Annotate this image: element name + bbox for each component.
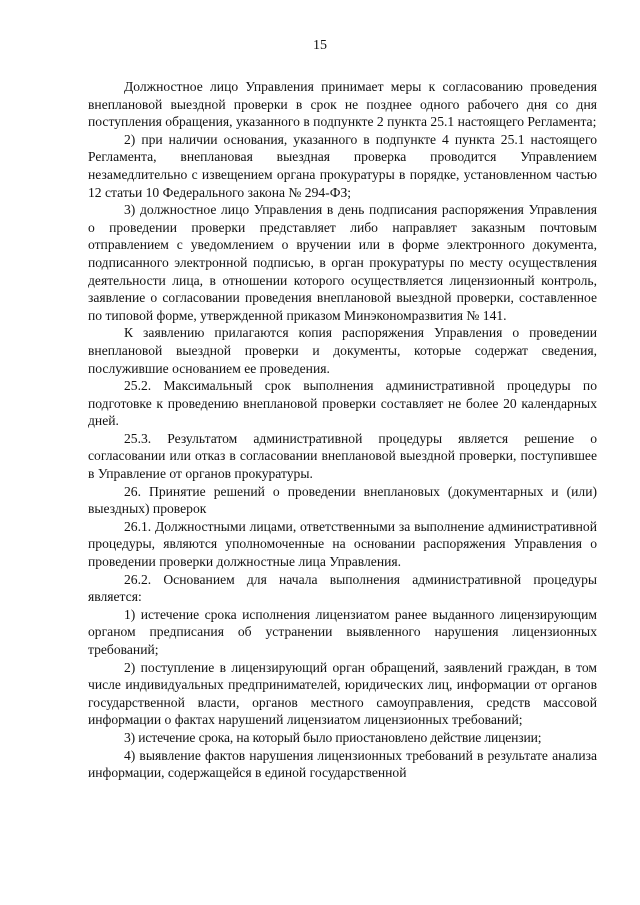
list-item: 2) поступление в лицензирующий орган обращений, заявлений граждан, в том числе индивидуальных предпринимателей, юридических лиц, информации от органов государственной власти, органов местного самоуправления, средств массовой информации о фактах нарушений лицензиатом лицензионных требований;	[88, 659, 597, 728]
page-number: 15	[313, 38, 327, 53]
paragraph: 2) при наличии основания, указанного в подпункте 4 пункта 25.1 настоящего Регламента, внеплановая выездная проверка проводится Управлением незамедлительно с извещением органа прокуратуры в порядке, установленном частью 12 статьи 10 Федерального закона № 294-ФЗ;	[88, 131, 597, 200]
paragraph: Должностное лицо Управления принимает меры к согласованию проведения внеплановой выездной проверки в срок не позднее одного рабочего дня со дня поступления обращения, указанного в подпункте 2 пункта 25.1 настоящего Регламента;	[88, 79, 597, 130]
section-heading: 26. Принятие решений о проведении внеплановых (документарных и (или) выездных) проверок	[88, 483, 597, 517]
paragraph: 25.2. Максимальный срок выполнения административной процедуры по подготовке к проведению внеплановой проверки составляет не более 20 календарных дней.	[88, 378, 597, 429]
list-item: 3) истечение срока, на который было приостановлено действие лицензии;	[124, 729, 542, 745]
document-body	[88, 78, 597, 782]
paragraph: 26.2. Основанием для начала выполнения административной процедуры является:	[88, 571, 597, 605]
list-item: 4) выявление фактов нарушения лицензионных требований в результате анализа информации, содержащейся в единой государственной	[88, 747, 597, 781]
paragraph: 25.3. Результатом административной процедуры является решение о согласовании или отказ в согласовании внеплановой выездной проверки, поступившее в Управление от органов прокуратуры.	[88, 430, 597, 482]
list-item: 1) истечение срока исполнения лицензиатом ранее выданного лицензирующим органом предписания об устранении выявленного нарушения лицензионных требований;	[88, 606, 597, 657]
paragraph: К заявлению прилагаются копия распоряжения Управления о проведении внеплановой выездной проверки и документы, которые содержат сведения, послужившие основанием ее проведения.	[88, 325, 597, 376]
paragraph: 26.1. Должностными лицами, ответственными за выполнение административной процедуры, являются уполномоченные на основании распоряжения Управления о проведении проверки должностные лица Управления.	[88, 518, 597, 570]
paragraph: 3) должностное лицо Управления в день подписания распоряжения Управления о проведении проверки представляет либо направляет заказным почтовым отправлением с уведомлением о вручении или в форме электронного документа, подписанного электронной подписью, в орган прокуратуры по месту осуществления деятельности лица, в отношении которого осуществляется лицензионный контроль, заявление о согласовании проведения внеплановой выездной проверки, составленное по типовой форме, утвержденной приказом Минэкономразвития № 141.	[88, 202, 597, 323]
